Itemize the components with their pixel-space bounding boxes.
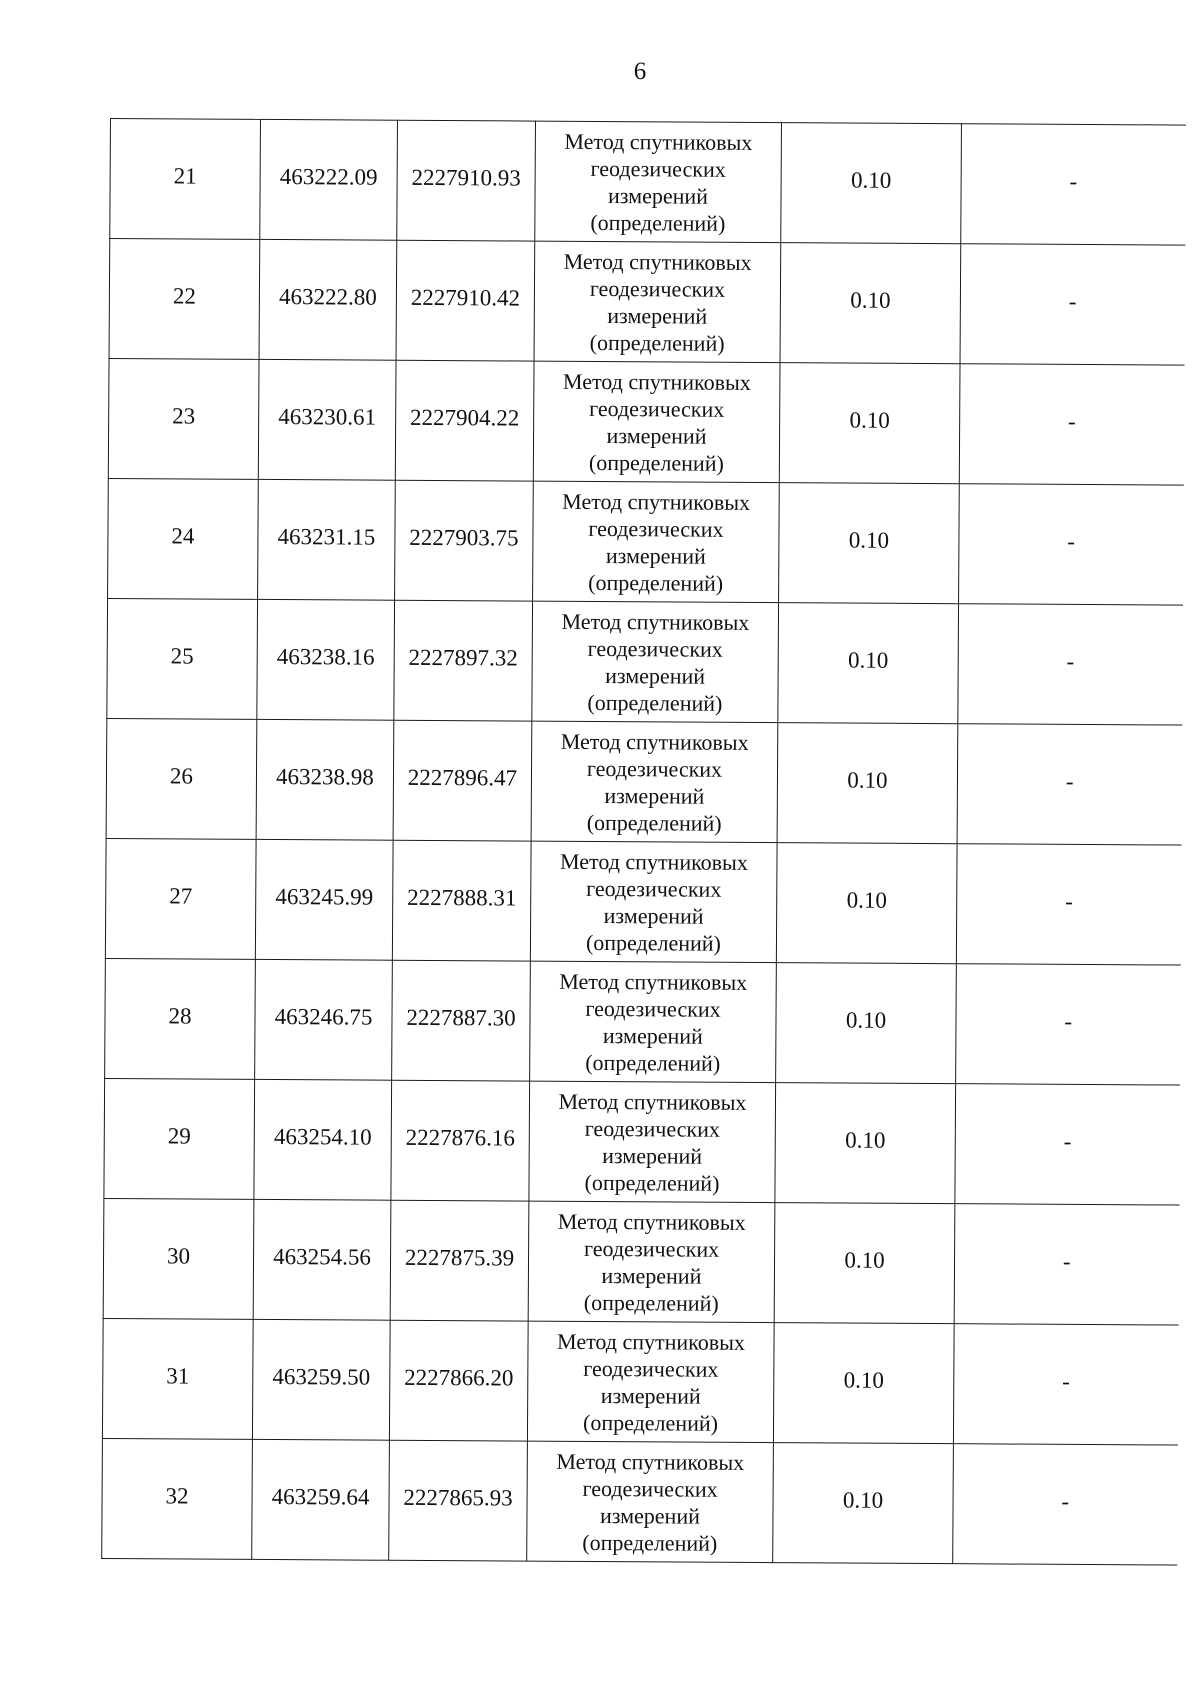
method-line: геодезических bbox=[589, 395, 725, 422]
coordinates-table-wrapper bbox=[101, 118, 1185, 1566]
y-coordinate-cell: 2227865.93 bbox=[389, 1440, 528, 1561]
method-line: Метод спутниковых bbox=[559, 848, 748, 875]
method-line: Метод спутниковых bbox=[560, 728, 749, 755]
method-line: геодезических bbox=[588, 515, 724, 542]
accuracy-cell: 0.10 bbox=[779, 363, 960, 484]
method-line: измерений bbox=[607, 182, 709, 209]
y-coordinate-cell: 2227904.22 bbox=[395, 360, 534, 481]
method-line: измерений bbox=[601, 1262, 702, 1289]
y-coordinate-cell: 2227910.42 bbox=[396, 240, 535, 361]
table-row bbox=[102, 1318, 1178, 1445]
accuracy-cell: 0.10 bbox=[777, 723, 958, 844]
method-line: (определений) bbox=[587, 689, 723, 716]
method-line: геодезических bbox=[586, 755, 723, 782]
method-line: (определений) bbox=[584, 1169, 720, 1196]
table-row bbox=[108, 478, 1184, 605]
method-line: Метод спутниковых bbox=[562, 488, 751, 515]
method-cell bbox=[534, 241, 781, 363]
method-line: (определений) bbox=[585, 929, 722, 956]
table-row bbox=[106, 718, 1182, 845]
method-line: геодезических bbox=[583, 1235, 720, 1262]
table-row bbox=[105, 958, 1181, 1085]
method-line: измерений bbox=[600, 1382, 701, 1409]
method-cell bbox=[533, 481, 780, 603]
note-cell: - bbox=[959, 484, 1184, 605]
accuracy-cell: 0.10 bbox=[779, 483, 960, 604]
method-cell bbox=[530, 961, 777, 1083]
accuracy-cell: 0.10 bbox=[773, 1443, 954, 1564]
x-coordinate-cell: 463222.09 bbox=[260, 119, 398, 240]
point-number-cell: 21 bbox=[110, 119, 261, 240]
accuracy-cell: 0.10 bbox=[780, 243, 961, 364]
table-row bbox=[104, 1078, 1180, 1205]
method-cell bbox=[531, 721, 778, 843]
note-cell: - bbox=[958, 604, 1183, 725]
method-line: (определений) bbox=[589, 329, 725, 356]
x-coordinate-cell: 463231.15 bbox=[258, 479, 396, 600]
method-line: Метод спутниковых bbox=[557, 1328, 746, 1355]
point-number-cell: 32 bbox=[102, 1438, 253, 1559]
point-number-cell: 29 bbox=[104, 1078, 255, 1199]
table-row bbox=[103, 1198, 1179, 1325]
y-coordinate-cell: 2227910.93 bbox=[397, 120, 536, 241]
method-line: (определений) bbox=[588, 569, 724, 596]
method-line: Метод спутниковых bbox=[558, 1088, 747, 1115]
accuracy-cell: 0.10 bbox=[776, 963, 957, 1084]
x-coordinate-cell: 463259.64 bbox=[252, 1439, 390, 1560]
note-cell: - bbox=[960, 244, 1185, 365]
x-coordinate-cell: 463246.75 bbox=[255, 959, 393, 1080]
method-line: измерений bbox=[603, 902, 704, 929]
note-cell: - bbox=[956, 964, 1181, 1085]
y-coordinate-cell: 2227875.39 bbox=[390, 1200, 529, 1321]
table-row bbox=[102, 1438, 1178, 1565]
method-line: измерений bbox=[607, 302, 708, 329]
point-number-cell: 28 bbox=[105, 958, 256, 1079]
point-number-cell: 25 bbox=[107, 598, 258, 719]
accuracy-cell: 0.10 bbox=[774, 1203, 955, 1324]
accuracy-cell: 0.10 bbox=[778, 603, 959, 724]
y-coordinate-cell: 2227903.75 bbox=[395, 480, 534, 601]
note-cell: - bbox=[955, 1084, 1180, 1205]
method-line: (определений) bbox=[583, 1289, 719, 1316]
point-number-cell: 24 bbox=[108, 478, 259, 599]
method-line: Метод спутниковых bbox=[561, 608, 750, 635]
note-cell: - bbox=[956, 844, 1181, 965]
note-cell: - bbox=[957, 724, 1182, 845]
method-line: геодезических bbox=[585, 995, 721, 1022]
point-number-cell: 23 bbox=[108, 358, 259, 479]
method-line: (определений) bbox=[585, 1049, 721, 1076]
accuracy-cell: 0.10 bbox=[773, 1323, 954, 1444]
x-coordinate-cell: 463254.10 bbox=[254, 1079, 392, 1200]
method-cell bbox=[527, 1321, 774, 1443]
accuracy-cell: 0.10 bbox=[775, 1083, 956, 1204]
y-coordinate-cell: 2227887.30 bbox=[392, 960, 531, 1081]
note-cell: - bbox=[953, 1324, 1178, 1445]
table-row bbox=[107, 598, 1183, 725]
method-line: (определений) bbox=[582, 1529, 718, 1556]
point-number-cell: 31 bbox=[102, 1318, 253, 1439]
method-cell bbox=[533, 361, 780, 483]
method-line: (определений) bbox=[586, 809, 722, 836]
point-number-cell: 27 bbox=[105, 838, 256, 959]
method-line: геодезических bbox=[589, 275, 726, 302]
x-coordinate-cell: 463259.50 bbox=[252, 1319, 390, 1440]
note-cell: - bbox=[953, 1444, 1178, 1565]
y-coordinate-cell: 2227876.16 bbox=[391, 1080, 530, 1201]
note-cell: - bbox=[961, 124, 1186, 245]
method-line: геодезических bbox=[583, 1355, 719, 1382]
method-line: Метод спутниковых bbox=[559, 968, 748, 995]
method-line: геодезических bbox=[586, 875, 722, 902]
method-line: измерений bbox=[602, 1142, 703, 1169]
method-cell bbox=[530, 841, 777, 963]
note-cell: - bbox=[959, 364, 1184, 485]
method-line: геодезических bbox=[582, 1475, 718, 1502]
table-row bbox=[108, 358, 1184, 485]
method-line: измерений bbox=[605, 662, 706, 689]
x-coordinate-cell: 463230.61 bbox=[258, 359, 396, 480]
point-number-cell: 22 bbox=[109, 239, 260, 360]
method-line: Метод спутниковых bbox=[564, 128, 753, 155]
table-row bbox=[109, 239, 1185, 366]
method-cell bbox=[528, 1201, 775, 1323]
page-number: 6 bbox=[633, 58, 647, 85]
y-coordinate-cell: 2227866.20 bbox=[389, 1320, 528, 1441]
coordinates-table-body bbox=[102, 119, 1186, 1566]
point-number-cell: 26 bbox=[106, 718, 257, 839]
method-line: геодезических bbox=[590, 155, 726, 182]
accuracy-cell: 0.10 bbox=[781, 123, 962, 244]
method-cell bbox=[527, 1441, 774, 1563]
y-coordinate-cell: 2227896.47 bbox=[393, 720, 532, 841]
coordinates-table bbox=[101, 118, 1185, 1566]
method-line: (определений) bbox=[588, 449, 724, 476]
method-line: измерений bbox=[605, 542, 706, 569]
method-line: Метод спутниковых bbox=[563, 248, 752, 275]
method-line: измерений bbox=[604, 782, 705, 809]
point-number-cell: 30 bbox=[103, 1198, 254, 1319]
method-line: измерений bbox=[599, 1502, 701, 1529]
method-cell bbox=[532, 601, 779, 723]
method-cell bbox=[529, 1081, 776, 1203]
accuracy-cell: 0.10 bbox=[776, 843, 957, 964]
method-line: измерений bbox=[606, 422, 707, 449]
x-coordinate-cell: 463222.80 bbox=[259, 239, 397, 360]
method-line: Метод спутниковых bbox=[562, 368, 751, 395]
method-line: Метод спутниковых bbox=[556, 1448, 745, 1475]
y-coordinate-cell: 2227888.31 bbox=[392, 840, 531, 961]
y-coordinate-cell: 2227897.32 bbox=[394, 600, 533, 721]
table-row bbox=[105, 838, 1181, 965]
x-coordinate-cell: 463238.16 bbox=[257, 599, 395, 720]
table-row bbox=[110, 119, 1186, 246]
method-line: геодезических bbox=[584, 1115, 720, 1142]
method-line: Метод спутниковых bbox=[557, 1208, 746, 1235]
note-cell: - bbox=[954, 1204, 1179, 1325]
x-coordinate-cell: 463245.99 bbox=[255, 839, 393, 960]
method-line: (определений) bbox=[582, 1409, 719, 1436]
x-coordinate-cell: 463238.98 bbox=[256, 719, 394, 840]
method-line: (определений) bbox=[590, 209, 726, 236]
x-coordinate-cell: 463254.56 bbox=[253, 1199, 391, 1320]
method-line: измерений bbox=[602, 1022, 703, 1049]
method-cell bbox=[535, 121, 782, 243]
method-line: геодезических bbox=[587, 635, 723, 662]
